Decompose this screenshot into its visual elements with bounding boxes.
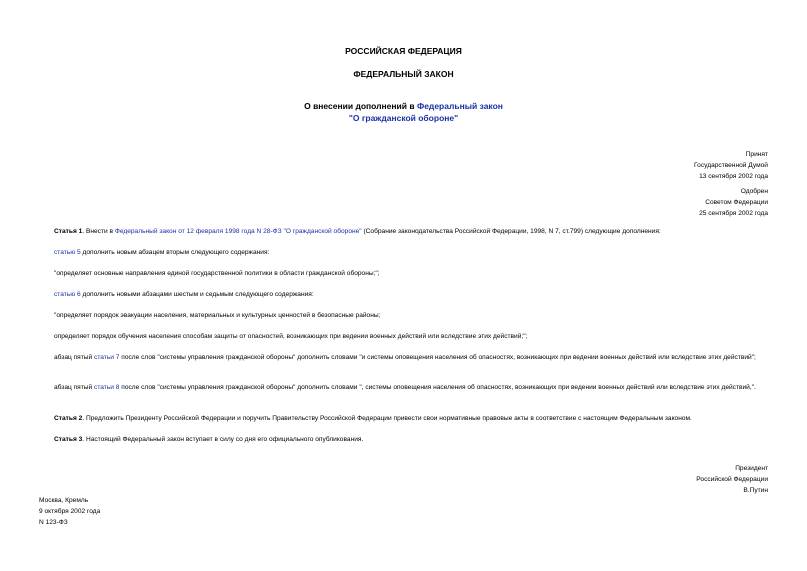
country-heading: РОССИЙСКАЯ ФЕДЕРАЦИЯ	[345, 46, 462, 56]
signature-line: В.Путин	[743, 487, 768, 494]
paragraph-3: "определяет основные направления единой государственной политики в области гражданской обороны;";	[54, 270, 380, 277]
law-title-link[interactable]: Федеральный закон	[416, 101, 503, 111]
article-3-label: Статья 3	[54, 436, 83, 443]
signature-line: Российской Федерации	[696, 476, 768, 483]
signature-block	[696, 463, 768, 496]
article-2-label: Статья 2	[54, 415, 83, 422]
article-3	[39, 435, 768, 445]
paragraph-2	[39, 248, 768, 258]
paragraph-7-text-a: абзац пятый	[54, 354, 95, 361]
date-line: 9 октября 2002 года	[39, 508, 101, 515]
article-8-link[interactable]: статьи 8	[94, 384, 120, 391]
law-title	[0, 100, 807, 124]
article-1-text-a: . Внести в	[82, 228, 115, 235]
paragraph-8-text-a: абзац пятый	[54, 384, 95, 391]
paragraph-4	[39, 290, 768, 300]
doc-type-heading: ФЕДЕРАЛЬНЫЙ ЗАКОН	[353, 69, 454, 79]
law-number: N 123-ФЗ	[39, 519, 68, 526]
accepted-line: Государственной Думой	[694, 162, 768, 169]
paragraph-2-text: дополнить новым абзацем вторым следующего содержания:	[80, 249, 270, 256]
accepted-line: 13 сентября 2002 года	[699, 173, 768, 180]
approved-block	[699, 186, 768, 219]
article-5-link[interactable]: статью 5	[54, 249, 81, 256]
paragraph-7-text-b: после слов "системы управления гражданской обороны" дополнить словами "и системы оповещения населения об опасностях, возникающих при ведении военных действий или вследствие этих действий";	[119, 354, 756, 361]
article-7-link[interactable]: статьи 7	[94, 354, 120, 361]
accepted-block	[694, 149, 768, 182]
approved-line: Советом Федерации	[705, 199, 768, 206]
article-2	[39, 414, 768, 424]
article-1-text-b: (Собрание законодательства Российской Федерации, 1998, N 7, ст.799) следующие дополнения:	[361, 228, 661, 235]
approved-line: 25 сентября 2002 года	[699, 210, 768, 217]
paragraph-6: определяет порядок обучения населения способам защиты от опасностей, возникающих при ведении военных действий или вследствие этих действий;";	[54, 333, 528, 340]
article-6-link[interactable]: статью 6	[54, 291, 81, 298]
approved-line: Одобрен	[740, 188, 768, 195]
article-1	[39, 227, 768, 237]
place-line: Москва, Кремль	[39, 497, 89, 504]
paragraph-8-text-b: после слов "системы управления гражданской обороны" дополнить словами ", системы оповещения населения об опасностях, возникающих при ведении военных действий или вследствие этих действий,".	[119, 384, 756, 391]
accepted-line: Принят	[745, 151, 768, 158]
article-1-link[interactable]: Федеральный закон от 12 февраля 1998 года N 28-ФЗ "О гражданской обороне"	[114, 228, 362, 235]
law-title-link-2[interactable]: "О гражданской обороне"	[348, 113, 459, 123]
paragraph-5: "определяет порядок эвакуации населения, материальных и культурных ценностей в безопасные районы;	[54, 312, 381, 319]
paragraph-8	[39, 383, 768, 393]
law-title-prefix: О внесении дополнений в	[304, 101, 417, 111]
signature-line: Президент	[735, 465, 768, 472]
article-3-text: . Настоящий Федеральный закон вступает в силу со дня его официального опубликования.	[82, 436, 364, 443]
place-date-block	[39, 495, 100, 528]
paragraph-7	[39, 353, 768, 363]
article-2-text: . Предложить Президенту Российской Федерации и поручить Правительству Российской Федерации привести свои нормативные правовые акты в соответствие с настоящим Федеральным законом.	[82, 415, 692, 422]
paragraph-4-text: дополнить новыми абзацами шестым и седьмым следующего содержания:	[80, 291, 314, 298]
article-1-label: Статья 1	[54, 228, 83, 235]
